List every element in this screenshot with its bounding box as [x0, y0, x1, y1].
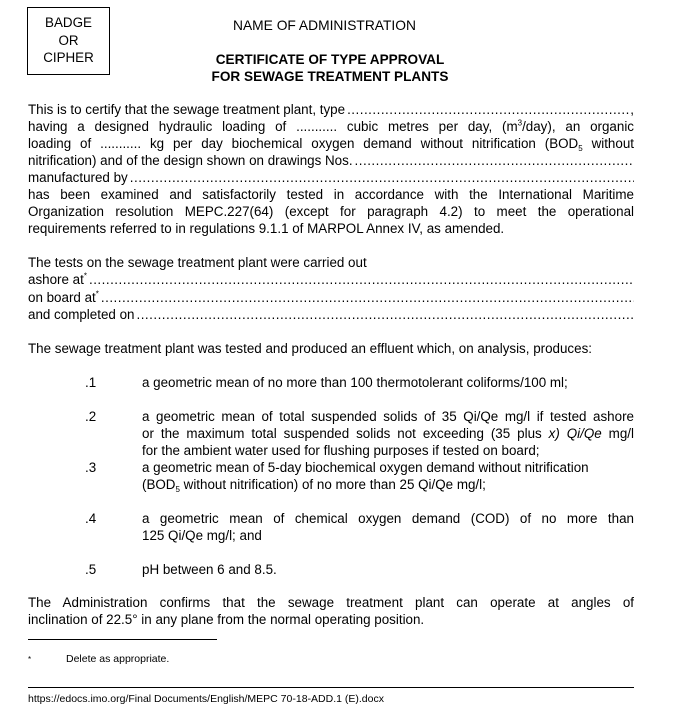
- certify-line-drawings: nitrification) and of the design shown on drawings Nos. .....: [28, 152, 634, 169]
- badge-line-2: OR: [58, 32, 79, 48]
- organic-blank: ...........: [100, 136, 142, 151]
- completed-line: and completed on .....: [28, 306, 634, 323]
- manufacturer-blank: [130, 169, 634, 186]
- administration-name: NAME OF ADMINISTRATION: [233, 18, 416, 33]
- type-blank: [347, 101, 630, 118]
- title-line-2: FOR SEWAGE TREATMENT PLANTS: [211, 69, 449, 84]
- item-text-2-line-3: for the ambient water used for flushing purposes if tested on board;: [142, 443, 540, 458]
- certify-line-type: This is to certify that the sewage treatment plant, type ..... ,: [28, 101, 634, 118]
- badge-line-3: CIPHER: [43, 50, 94, 65]
- tests-intro: The tests on the sewage treatment plant were carried out: [28, 255, 367, 270]
- certify-line-hydraulic: having a designed hydraulic loading of ........... cubic metres per day, $(m^3/day)$, an organic: [28, 118, 634, 134]
- footnote-mark: *: [28, 655, 32, 664]
- item-text-1: a geometric mean of no more than 100 thermotolerant coliforms/100 ml;: [142, 375, 568, 390]
- item-number-2: .2: [85, 409, 97, 424]
- item-text-4-line-1: a geometric mean of chemical oxygen demand (COD) of no more than: [142, 511, 634, 526]
- item-text-2-line-2: or the maximum total suspended solids not exceeding (35 plus x) Qi/Qe mg/l: [142, 426, 634, 441]
- item-number-5: .5: [85, 562, 97, 577]
- certificate-title: [175, 51, 485, 85]
- item-text-3-line-2: ($BOD_5$ without nitrification) of no more than 25 Qi/Qe mg/l;: [142, 477, 486, 494]
- onboard-blank: [101, 289, 634, 306]
- item-number-4: .4: [85, 511, 97, 526]
- certify-line-8: requirements referred to in regulations 9.1.1 of MARPOL Annex IV, as amended.: [28, 221, 505, 236]
- item-text-3-line-1: a geometric mean of 5-day biochemical oxygen demand without nitrification: [142, 460, 589, 475]
- closing-line-2: inclination of 22.5° in any plane from the normal operating position.: [28, 612, 425, 627]
- certify-line-6: has been examined and satisfactorily tested in accordance with the International Maritime: [28, 187, 634, 202]
- certify-line-organic: loading of ........... kg per day biochemical oxygen demand without nitrification ($BOD_5$ without: [28, 136, 634, 152]
- badge-line-1: BADGE: [45, 15, 92, 30]
- item-text-5: pH between 6 and 8.5.: [142, 562, 277, 577]
- badge-or-cipher-box: [27, 7, 110, 75]
- drawings-blank: [355, 152, 634, 169]
- footer-rule: [28, 687, 634, 688]
- item-number-3: .3: [85, 460, 97, 475]
- title-line-1: CERTIFICATE OF TYPE APPROVAL: [215, 52, 445, 67]
- footnote-separator: [28, 639, 217, 640]
- hydraulic-blank: ...........: [296, 119, 338, 134]
- item-text-2-line-1: a geometric mean of total suspended solids of 35 Qi/Qe mg/l if tested ashore: [142, 409, 634, 424]
- item-number-1: .1: [85, 375, 97, 390]
- certify-line-7: Organization resolution MEPC.227(64) (except for paragraph 4.2) to meet the operational: [28, 204, 634, 219]
- footnote-text: Delete as appropriate.: [66, 653, 170, 665]
- onboard-line: on board at* .....: [28, 289, 634, 306]
- ashore-line: ashore at* .....: [28, 271, 634, 288]
- closing-line-1: The Administration confirms that the sewage treatment plant can operate at angles of: [28, 595, 634, 610]
- footer-document-path: https://edocs.imo.org/Final Documents/English/MEPC 70-18-ADD.1 (E).docx: [28, 693, 384, 705]
- certify-line-manufacturer: manufactured by .....: [28, 169, 634, 186]
- effluent-intro: The sewage treatment plant was tested and produced an effluent which, on analysis, produces:: [28, 341, 592, 356]
- ashore-blank: [89, 271, 634, 288]
- item-text-4-line-2: 125 Qi/Qe mg/l; and: [142, 528, 262, 543]
- completed-blank: [136, 306, 634, 323]
